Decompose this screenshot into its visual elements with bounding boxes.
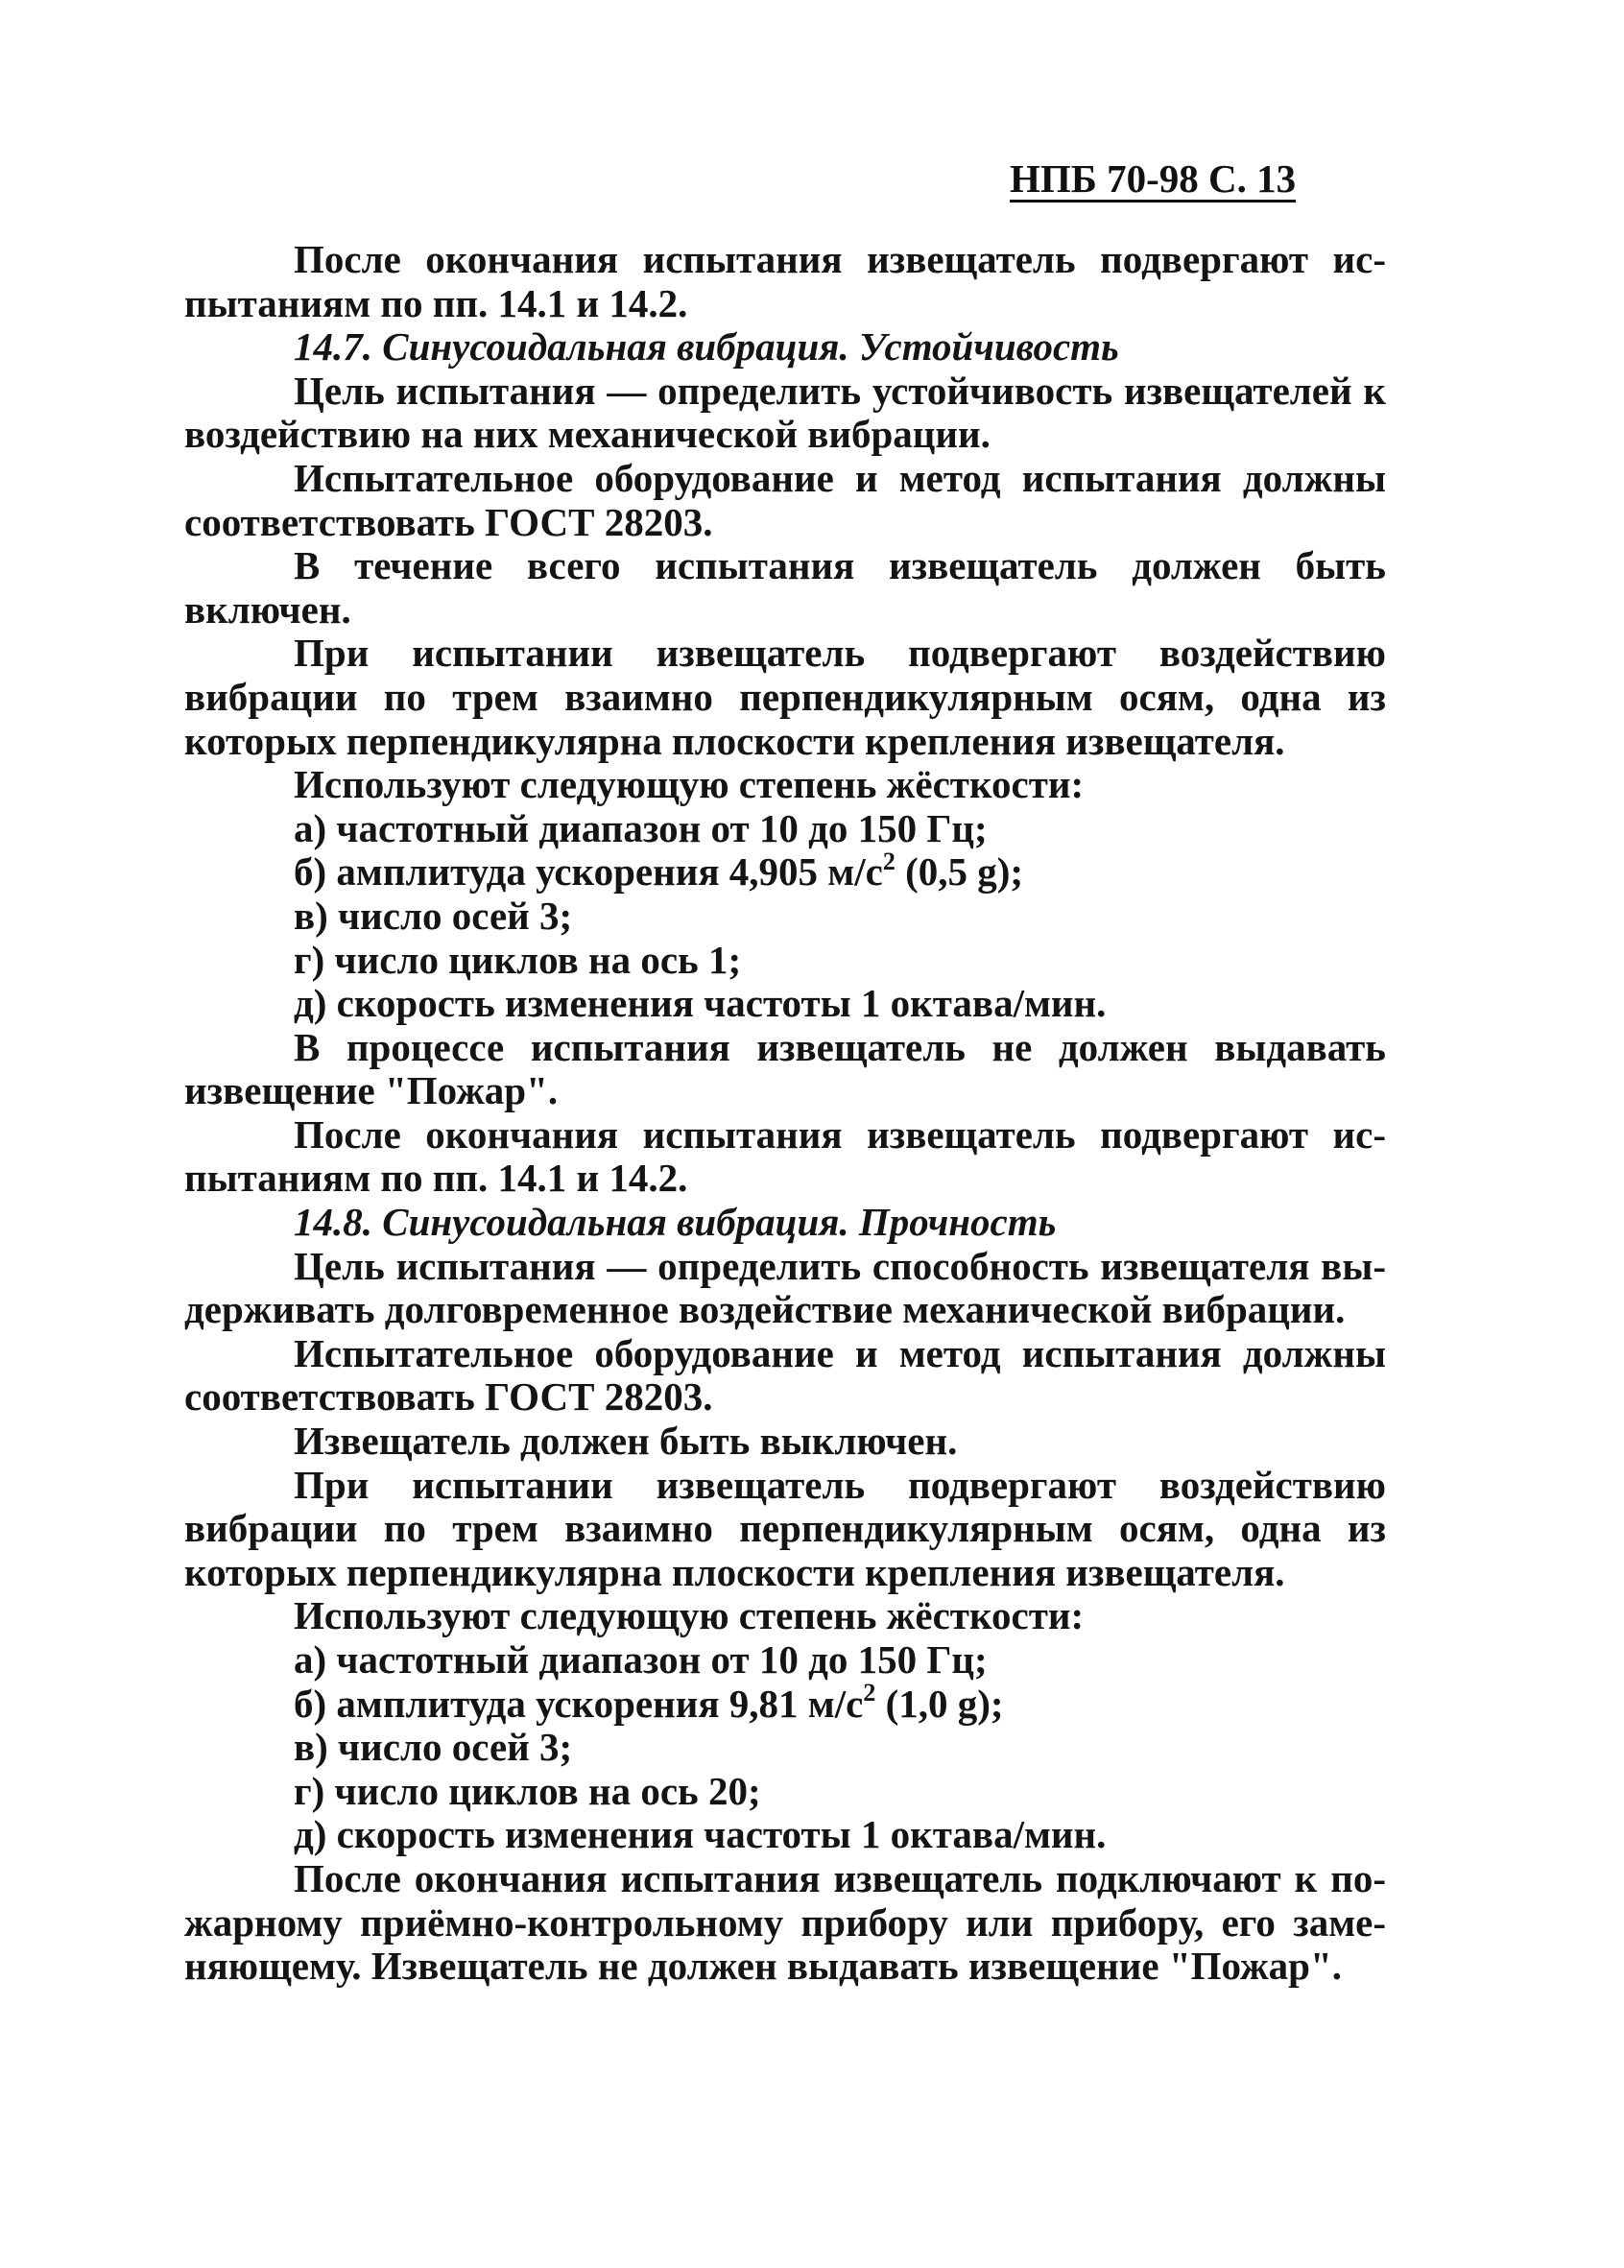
list-item: д) скорость изменения частоты 1 октава/мин. — [294, 981, 1107, 1026]
paragraph: Испытательное оборудование и метод испытания должны соответствовать ГОСТ 28203. — [184, 455, 1386, 544]
paragraph: Испытательное оборудование и метод испытания должны соответствовать ГОСТ 28203. — [184, 1330, 1386, 1420]
list-item: а) частотный диапазон от 10 до 150 Гц; — [294, 805, 988, 850]
list-item: в) число осей 3; — [294, 893, 573, 938]
paragraph: При испытании извещатель подвергают воздействию вибрации по трем взаимно перпендикулярным осям, одна из которых перпендикулярна плоскости крепления извещателя. — [184, 631, 1386, 763]
list-item: д) скорость изменения частоты 1 октава/мин. — [294, 1812, 1107, 1857]
section-heading-14-7: 14.7. Синусоидальная вибрация. Устойчивость — [294, 324, 1119, 370]
document-body — [184, 238, 1386, 1989]
paragraph: После окончания испытания извещатель подключают к по-жарному приёмно-контрольному прибору или прибору, его заме-няющему. Извещатель не должен выдавать извещение "Пожар". — [184, 1855, 1386, 1989]
paragraph: В процессе испытания извещатель не должен выдавать извещение "Пожар". — [184, 1024, 1386, 1113]
paragraph: Цель испытания — определить устойчивость извещателей к воздействию на них механической вибрации. — [184, 368, 1386, 457]
page-header: НПБ 70-98 С. 13 — [1010, 156, 1297, 201]
paragraph: Извещатель должен быть выключен. — [294, 1419, 958, 1464]
paragraph: При испытании извещатель подвергают воздействию вибрации по трем взаимно перпендикулярным осям, одна из которых перпендикулярна плоскости крепления извещателя. — [184, 1462, 1386, 1594]
list-item: г) число циклов на ось 1; — [294, 937, 742, 982]
paragraph: После окончания испытания извещатель подвергают ис-пытаниям по пп. 14.1 и 14.2. — [184, 237, 1386, 325]
list-item: б) амплитуда ускорения 9,81 $м/с^2$ (1,0 g); — [294, 1678, 1004, 1726]
list-item: б) амплитуда ускорения 4,905 $м/с^2$ (0,5 g); — [294, 847, 1024, 895]
list-item: г) число циклов на ось 20; — [294, 1768, 761, 1813]
paragraph: После окончания испытания извещатель подвергают ис-пытаниям по пп. 14.1 и 14.2. — [184, 1111, 1386, 1201]
list-item: в) число осей 3; — [294, 1725, 573, 1770]
list-item: а) частотный диапазон от 10 до 150 Гц; — [294, 1637, 988, 1682]
paragraph: Используют следующую степень жёсткости: — [294, 762, 1085, 807]
paragraph: Цель испытания — определить способность извещателя вы-держивать долговременное воздействие механической вибрации. — [184, 1243, 1386, 1332]
section-heading-14-8: 14.8. Синусоидальная вибрация. Прочность — [294, 1200, 1057, 1245]
paragraph: В течение всего испытания извещатель должен быть включен. — [184, 543, 1386, 632]
paragraph: Используют следующую степень жёсткости: — [294, 1593, 1085, 1638]
